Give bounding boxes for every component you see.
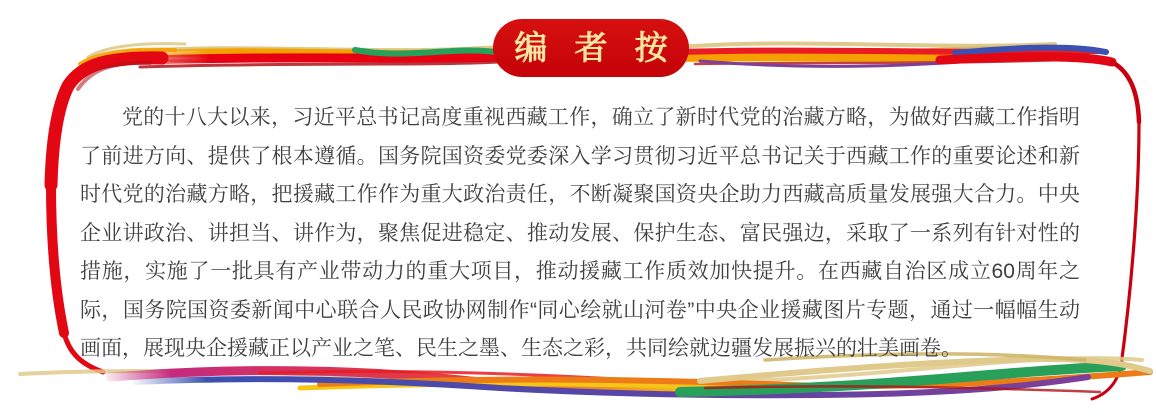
right-brush-line	[1092, 62, 1139, 399]
editor-note-body	[80, 99, 1080, 369]
top-ribbon-right	[680, 44, 1112, 67]
editor-note-badge	[493, 19, 689, 77]
editor-note-badge-label: 编 者 按	[514, 28, 677, 66]
editor-note-paragraph: 党的十八大以来，习近平总书记高度重视西藏工作，确立了新时代党的治藏方略，为做好西藏工作指明了前进方向、提供了根本遵循。国务院国资委党委深入学习贯彻习近平总书记关于西藏工作的重要论述和新时代党的治藏方略，把援藏工作作为重大政治责任，不断凝聚国资央企助力西藏高质量发展强大合力。中央企业讲政治、讲担当、讲作为，聚焦促进稳定、推动发展、保护生态、富民强边，采取了一系列有针对性的措施，实施了一批具有产业带动力的重大项目，推动援藏工作质效加快提升。在西藏自治区成立60周年之际，国务院国资委新闻中心联合人民政协网制作“同心绘就山河卷”中央企业援藏图片专题，通过一幅幅生动画面，展现央企援藏正以产业之笔、民生之墨、生态之彩，共同绘就边疆发展振兴的壮美画卷。	[80, 106, 1080, 360]
